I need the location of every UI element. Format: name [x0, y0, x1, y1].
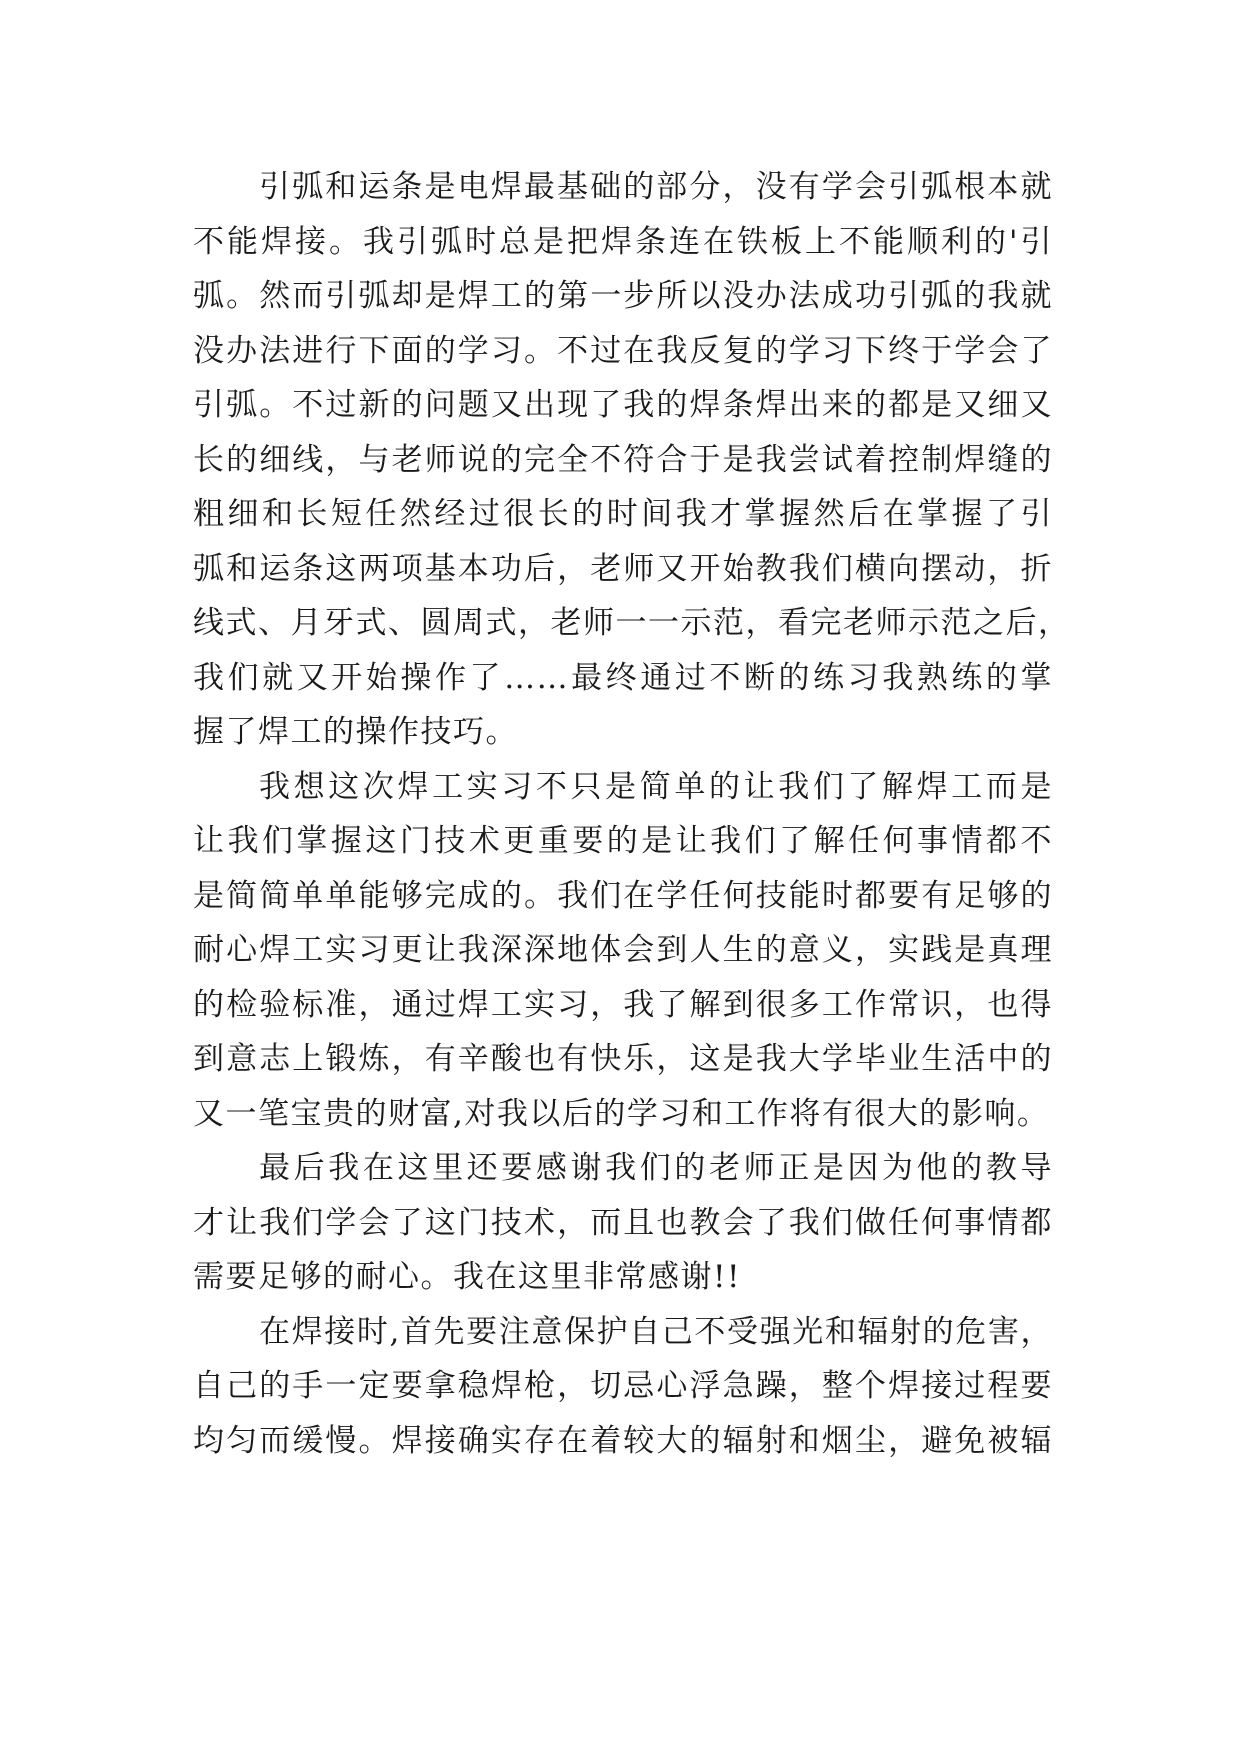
paragraph-2-line-2: 让我们掌握这门技术更重要的是让我们了解任何事情都不 — [193, 823, 1053, 859]
paragraph-2-line-7: 又一笔宝贵的财富,对我以后的学习和工作将有很大的影响。 — [193, 1095, 1050, 1132]
paragraph-1-line-2: 不能焊接。我引弧时总是把焊条连在铁板上不能顺利的'引 — [193, 223, 1053, 260]
paragraph-1-line-8: 弧和运条这两项基本功后，老师又开始教我们横向摆动，折 — [193, 550, 1053, 587]
paragraph-2-line-3: 是简简单单能够完成的。我们在学任何技能时都要有足够的 — [193, 877, 1053, 914]
paragraph-2-line-5: 的检验标准，通过焊工实习，我了解到很多工作常识，也得 — [193, 986, 1053, 1023]
paragraph-1-line-3: 弧。然而引弧却是焊工的第一步所以没办法成功引弧的我就 — [193, 278, 1053, 314]
paragraph-3-line-3: 需要足够的耐心。我在这里非常感谢!! — [193, 1259, 741, 1295]
paragraph-1-line-9: 线式、月牙式、圆周式，老师一一示范，看完老师示范之后， — [193, 605, 1071, 641]
body-text — [193, 160, 1071, 1468]
paragraph-4-line-2: 自己的手一定要拿稳焊枪，切忌心浮急躁，整个焊接过程要 — [193, 1368, 1053, 1404]
paragraph-1-line-5: 引弧。不过新的问题又出现了我的焊条焊出来的都是又细又 — [193, 387, 1053, 423]
paragraph-3-line-2: 才让我们学会了这门技术，而且也教会了我们做任何事情都 — [193, 1204, 1053, 1241]
paragraph-4-line-1: 在焊接时,首先要注意保护自己不受强光和辐射的危害， — [259, 1313, 1053, 1350]
paragraph-3-line-1: 最后我在这里还要感谢我们的老师正是因为他的教导 — [259, 1150, 1053, 1186]
paragraph-2-line-4: 耐心焊工实习更让我深深地体会到人生的意义，实践是真理 — [193, 932, 1053, 968]
paragraph-1-line-1: 引弧和运条是电焊最基础的部分，没有学会引弧根本就 — [259, 169, 1053, 205]
paragraph-1-line-7: 粗细和长短任然经过很长的时间我才掌握然后在掌握了引 — [193, 496, 1053, 532]
paragraph-1-line-11: 握了焊工的操作技巧。 — [193, 714, 518, 750]
paragraph-1-line-6: 长的细线，与老师说的完全不符合于是我尝试着控制焊缝的 — [193, 441, 1053, 478]
paragraph-1-line-4: 没办法进行下面的学习。不过在我反复的学习下终于学会了 — [193, 332, 1053, 369]
paragraph-1-line-10: 我们就又开始操作了……最终通过不断的练习我熟练的掌 — [193, 659, 1053, 696]
paragraph-4-line-3: 均匀而缓慢。焊接确实存在着较大的辐射和烟尘，避免被辐 — [193, 1422, 1053, 1459]
paragraph-2-line-6: 到意志上锻炼，有辛酸也有快乐，这是我大学毕业生活中的 — [193, 1041, 1053, 1077]
paragraph-2-line-1: 我想这次焊工实习不只是简单的让我们了解焊工而是 — [259, 768, 1053, 805]
